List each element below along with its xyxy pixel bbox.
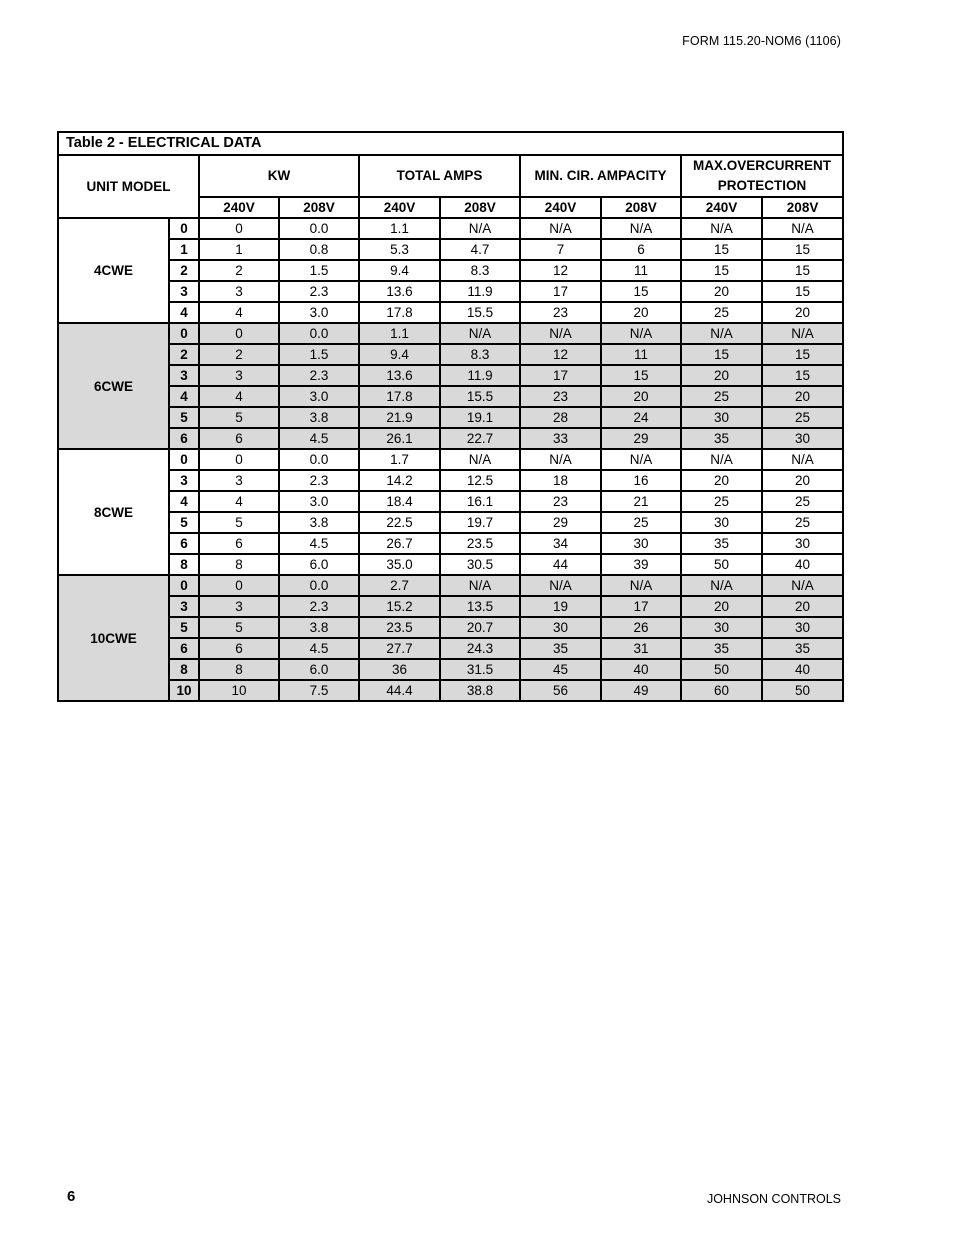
heater-step-cell: 3	[169, 365, 199, 386]
data-cell: 5	[199, 512, 279, 533]
table-row	[58, 512, 843, 533]
data-cell: 44	[520, 554, 601, 575]
heater-step-cell: 4	[169, 386, 199, 407]
data-cell: 2	[199, 344, 279, 365]
data-cell: N/A	[440, 449, 520, 470]
heater-step-cell: 6	[169, 428, 199, 449]
table-body	[58, 218, 843, 701]
table-title: Table 2 - ELECTRICAL DATA	[58, 132, 843, 155]
data-cell: 3.0	[279, 386, 359, 407]
data-cell: 24	[601, 407, 681, 428]
table-row	[58, 386, 843, 407]
table-row	[58, 218, 843, 239]
data-cell: 20	[681, 596, 762, 617]
data-cell: 16.1	[440, 491, 520, 512]
data-cell: 35	[681, 533, 762, 554]
data-cell: 15	[601, 281, 681, 302]
data-cell: 31	[601, 638, 681, 659]
table-row	[58, 239, 843, 260]
heater-step-cell: 3	[169, 596, 199, 617]
table-row	[58, 449, 843, 470]
heater-step-cell: 5	[169, 512, 199, 533]
data-cell: 15.5	[440, 386, 520, 407]
data-cell: 0	[199, 323, 279, 344]
data-cell: 30	[520, 617, 601, 638]
data-cell: N/A	[601, 575, 681, 596]
heater-step-cell: 3	[169, 470, 199, 491]
voltage-header: 208V	[762, 197, 843, 218]
table-row	[58, 617, 843, 638]
voltage-header: 240V	[520, 197, 601, 218]
data-cell: 10	[199, 680, 279, 701]
data-cell: 30	[681, 407, 762, 428]
data-cell: N/A	[440, 218, 520, 239]
data-cell: 2	[199, 260, 279, 281]
data-cell: 35	[681, 638, 762, 659]
table-row	[58, 491, 843, 512]
company-name: JOHNSON CONTROLS	[706, 1192, 841, 1206]
data-cell: 25	[681, 302, 762, 323]
data-cell: 0.8	[279, 239, 359, 260]
data-cell: N/A	[440, 575, 520, 596]
data-cell: 3.8	[279, 617, 359, 638]
data-cell: N/A	[681, 449, 762, 470]
data-cell: 19.1	[440, 407, 520, 428]
data-cell: 25	[681, 491, 762, 512]
data-cell: 4.5	[279, 638, 359, 659]
data-cell: 35.0	[359, 554, 440, 575]
data-cell: 20.7	[440, 617, 520, 638]
data-cell: N/A	[762, 575, 843, 596]
data-cell: 9.4	[359, 260, 440, 281]
data-cell: 25	[601, 512, 681, 533]
data-cell: 31.5	[440, 659, 520, 680]
heater-step-cell: 10	[169, 680, 199, 701]
data-cell: 23	[520, 302, 601, 323]
data-cell: 0	[199, 449, 279, 470]
data-cell: 29	[520, 512, 601, 533]
voltage-header: 208V	[440, 197, 520, 218]
electrical-data-table	[57, 131, 844, 702]
data-cell: N/A	[520, 449, 601, 470]
data-cell: 45	[520, 659, 601, 680]
data-cell: 17.8	[359, 386, 440, 407]
data-cell: 4	[199, 491, 279, 512]
heater-step-cell: 4	[169, 491, 199, 512]
data-cell: 40	[762, 554, 843, 575]
data-cell: N/A	[601, 323, 681, 344]
data-cell: N/A	[601, 449, 681, 470]
data-cell: 44.4	[359, 680, 440, 701]
data-cell: 17	[520, 365, 601, 386]
unit-model-cell: 8CWE	[58, 449, 169, 575]
data-cell: 1.7	[359, 449, 440, 470]
data-cell: 20	[681, 365, 762, 386]
data-cell: 3	[199, 470, 279, 491]
data-cell: 3	[199, 365, 279, 386]
data-cell: 15	[762, 239, 843, 260]
data-cell: N/A	[520, 218, 601, 239]
data-cell: 17	[601, 596, 681, 617]
data-cell: 36	[359, 659, 440, 680]
voltage-header: 208V	[601, 197, 681, 218]
data-cell: 18	[520, 470, 601, 491]
data-cell: 5	[199, 617, 279, 638]
data-cell: 50	[681, 554, 762, 575]
data-cell: 49	[601, 680, 681, 701]
data-cell: 3.8	[279, 512, 359, 533]
data-cell: 15	[762, 344, 843, 365]
data-cell: 20	[681, 470, 762, 491]
data-cell: 29	[601, 428, 681, 449]
data-cell: 0	[199, 575, 279, 596]
heater-step-cell: 3	[169, 281, 199, 302]
heater-step-cell: 0	[169, 575, 199, 596]
heater-step-cell: 5	[169, 617, 199, 638]
data-cell: 6.0	[279, 554, 359, 575]
heater-step-cell: 5	[169, 407, 199, 428]
data-cell: 3.0	[279, 491, 359, 512]
data-cell: 20	[762, 302, 843, 323]
data-cell: 9.4	[359, 344, 440, 365]
data-cell: 0.0	[279, 449, 359, 470]
data-cell: 3.8	[279, 407, 359, 428]
data-cell: 38.8	[440, 680, 520, 701]
data-cell: 23.5	[359, 617, 440, 638]
heater-step-cell: 8	[169, 554, 199, 575]
data-cell: 40	[762, 659, 843, 680]
page-number: 6	[67, 1188, 76, 1205]
data-cell: 19.7	[440, 512, 520, 533]
data-cell: 4.5	[279, 428, 359, 449]
data-cell: N/A	[762, 449, 843, 470]
heater-step-cell: 0	[169, 323, 199, 344]
data-cell: 7	[520, 239, 601, 260]
heater-step-cell: 0	[169, 218, 199, 239]
data-cell: 3	[199, 596, 279, 617]
data-cell: 19	[520, 596, 601, 617]
table-row	[58, 575, 843, 596]
data-cell: 26.1	[359, 428, 440, 449]
data-cell: 15	[681, 239, 762, 260]
data-cell: 13.5	[440, 596, 520, 617]
data-cell: 12	[520, 260, 601, 281]
table-row	[58, 659, 843, 680]
heater-step-cell: 4	[169, 302, 199, 323]
table-row	[58, 323, 843, 344]
data-cell: 17	[520, 281, 601, 302]
data-cell: 21.9	[359, 407, 440, 428]
data-cell: 30	[681, 512, 762, 533]
data-cell: 6	[199, 638, 279, 659]
data-cell: 1.1	[359, 323, 440, 344]
data-cell: 1	[199, 239, 279, 260]
table-row	[58, 428, 843, 449]
data-cell: 20	[762, 596, 843, 617]
heater-step-cell: 2	[169, 344, 199, 365]
table-row	[58, 344, 843, 365]
data-cell: 0.0	[279, 323, 359, 344]
data-cell: 4	[199, 302, 279, 323]
data-cell: 13.6	[359, 281, 440, 302]
data-cell: 6	[601, 239, 681, 260]
data-cell: 15	[681, 344, 762, 365]
heater-step-cell: 2	[169, 260, 199, 281]
data-cell: 0	[199, 218, 279, 239]
data-cell: 30	[762, 428, 843, 449]
data-cell: 20	[681, 281, 762, 302]
data-cell: 11.9	[440, 281, 520, 302]
data-cell: 35	[520, 638, 601, 659]
data-cell: 8.3	[440, 260, 520, 281]
data-cell: 30	[681, 617, 762, 638]
data-cell: 2.3	[279, 365, 359, 386]
data-cell: N/A	[681, 575, 762, 596]
data-cell: 39	[601, 554, 681, 575]
data-cell: 15	[762, 365, 843, 386]
table-row	[58, 554, 843, 575]
table-row	[58, 365, 843, 386]
data-cell: 14.2	[359, 470, 440, 491]
data-cell: 25	[681, 386, 762, 407]
data-cell: 26.7	[359, 533, 440, 554]
data-cell: 4.7	[440, 239, 520, 260]
table-row	[58, 470, 843, 491]
data-cell: 11.9	[440, 365, 520, 386]
voltage-header: 240V	[359, 197, 440, 218]
data-cell: 35	[762, 638, 843, 659]
data-cell: 20	[762, 470, 843, 491]
data-cell: 5.3	[359, 239, 440, 260]
data-cell: 17.8	[359, 302, 440, 323]
table-row	[58, 533, 843, 554]
data-cell: N/A	[762, 218, 843, 239]
data-cell: 40	[601, 659, 681, 680]
data-cell: 56	[520, 680, 601, 701]
form-number: FORM 115.20-NOM6 (1106)	[682, 34, 841, 48]
data-cell: N/A	[681, 323, 762, 344]
data-cell: 15.5	[440, 302, 520, 323]
data-cell: 4.5	[279, 533, 359, 554]
data-cell: 12.5	[440, 470, 520, 491]
data-cell: 20	[762, 386, 843, 407]
max-overcurrent-header: MAX.OVERCURRENT PROTECTION	[681, 155, 843, 197]
data-cell: 18.4	[359, 491, 440, 512]
data-cell: 2.7	[359, 575, 440, 596]
data-cell: 13.6	[359, 365, 440, 386]
data-cell: 25	[762, 512, 843, 533]
data-cell: 23	[520, 491, 601, 512]
data-cell: 30	[601, 533, 681, 554]
data-cell: 1.5	[279, 260, 359, 281]
data-cell: 21	[601, 491, 681, 512]
data-cell: 6	[199, 533, 279, 554]
data-cell: 20	[601, 302, 681, 323]
data-cell: 1.1	[359, 218, 440, 239]
data-cell: 1.5	[279, 344, 359, 365]
table-row	[58, 596, 843, 617]
table-row	[58, 281, 843, 302]
table-row	[58, 302, 843, 323]
data-cell: 26	[601, 617, 681, 638]
data-cell: 60	[681, 680, 762, 701]
data-cell: 12	[520, 344, 601, 365]
unit-model-cell: 6CWE	[58, 323, 169, 449]
data-cell: 11	[601, 344, 681, 365]
data-cell: N/A	[520, 575, 601, 596]
unit-model-cell: 10CWE	[58, 575, 169, 701]
data-cell: 20	[601, 386, 681, 407]
data-cell: 50	[762, 680, 843, 701]
data-cell: N/A	[601, 218, 681, 239]
data-cell: 11	[601, 260, 681, 281]
data-cell: 3.0	[279, 302, 359, 323]
heater-step-cell: 6	[169, 533, 199, 554]
data-cell: 0.0	[279, 218, 359, 239]
data-cell: 6	[199, 428, 279, 449]
data-cell: 2.3	[279, 281, 359, 302]
data-cell: 22.5	[359, 512, 440, 533]
data-cell: 7.5	[279, 680, 359, 701]
data-cell: 15	[762, 260, 843, 281]
data-cell: 6.0	[279, 659, 359, 680]
voltage-header: 240V	[199, 197, 279, 218]
data-cell: 8	[199, 659, 279, 680]
heater-step-cell: 8	[169, 659, 199, 680]
table-row	[58, 260, 843, 281]
data-cell: 15	[681, 260, 762, 281]
table-row	[58, 407, 843, 428]
data-cell: 34	[520, 533, 601, 554]
data-cell: 27.7	[359, 638, 440, 659]
data-cell: 8	[199, 554, 279, 575]
data-cell: 25	[762, 491, 843, 512]
data-cell: 5	[199, 407, 279, 428]
data-cell: 28	[520, 407, 601, 428]
data-cell: 15	[762, 281, 843, 302]
data-cell: 30	[762, 617, 843, 638]
data-cell: 35	[681, 428, 762, 449]
data-cell: 3	[199, 281, 279, 302]
unit-model-cell: 4CWE	[58, 218, 169, 323]
data-cell: N/A	[520, 323, 601, 344]
voltage-header: 240V	[681, 197, 762, 218]
min-cir-ampacity-header: MIN. CIR. AMPACITY	[520, 155, 681, 197]
heater-step-cell: 1	[169, 239, 199, 260]
data-cell: 50	[681, 659, 762, 680]
heater-step-cell: 6	[169, 638, 199, 659]
data-cell: 23.5	[440, 533, 520, 554]
data-cell: 15.2	[359, 596, 440, 617]
data-cell: 15	[601, 365, 681, 386]
data-cell: 22.7	[440, 428, 520, 449]
data-cell: 33	[520, 428, 601, 449]
data-cell: 24.3	[440, 638, 520, 659]
data-cell: N/A	[440, 323, 520, 344]
data-cell: 30.5	[440, 554, 520, 575]
data-cell: 8.3	[440, 344, 520, 365]
data-cell: 30	[762, 533, 843, 554]
kw-header: KW	[199, 155, 359, 197]
data-cell: 16	[601, 470, 681, 491]
total-amps-header: TOTAL AMPS	[359, 155, 520, 197]
data-cell: 25	[762, 407, 843, 428]
data-cell: 23	[520, 386, 601, 407]
voltage-header: 208V	[279, 197, 359, 218]
data-cell: N/A	[762, 323, 843, 344]
data-cell: 2.3	[279, 470, 359, 491]
table-row	[58, 680, 843, 701]
data-cell: 2.3	[279, 596, 359, 617]
heater-step-cell: 0	[169, 449, 199, 470]
table-row	[58, 638, 843, 659]
data-cell: 0.0	[279, 575, 359, 596]
unit-model-header: UNIT MODEL	[58, 155, 199, 218]
data-cell: N/A	[681, 218, 762, 239]
data-cell: 4	[199, 386, 279, 407]
